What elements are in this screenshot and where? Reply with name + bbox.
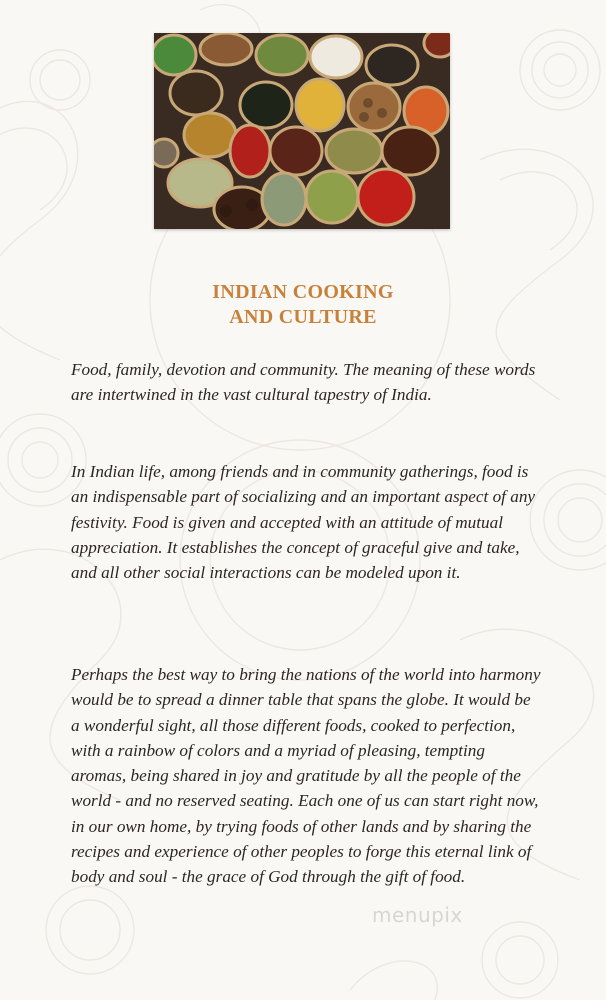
page-title-line-1: INDIAN COOKING [212,281,394,303]
page-title-line-2: AND CULTURE [229,306,377,328]
intro-paragraph: Food, family, devotion and community. The meaning of these words are intertwined in the vast cultural tapestry of India. [71,360,536,405]
spice-bowls-photo [154,33,450,229]
harmony-paragraph: Perhaps the best way to bring the nations of the world into harmony would be to spread a dinner table that spans the globe. It would be a wonderful sight, all those different foods, cooked to perfection, with a rainbow of colors and a myriad of pleasing, tempting aromas, being shared in joy and gratitude by all the people of the world - and no reserved seating. Each one of us can start right now, in our own home, by trying foods of other lands and by sharing the recipes and experience of other peoples to forge this eternal link of body and soul - the grace of God through the gift of food. [71,665,541,887]
culture-paragraph: In Indian life, among friends and in community gatherings, food is an indispensable part of socializing and an important aspect of any festivity. Food is given and accepted with an attitude of mutual appreciation. It establishes the concept of graceful give and take, and all other social interactions can be modeled upon it. [71,462,536,583]
menupix-watermark: menupix [372,903,463,927]
